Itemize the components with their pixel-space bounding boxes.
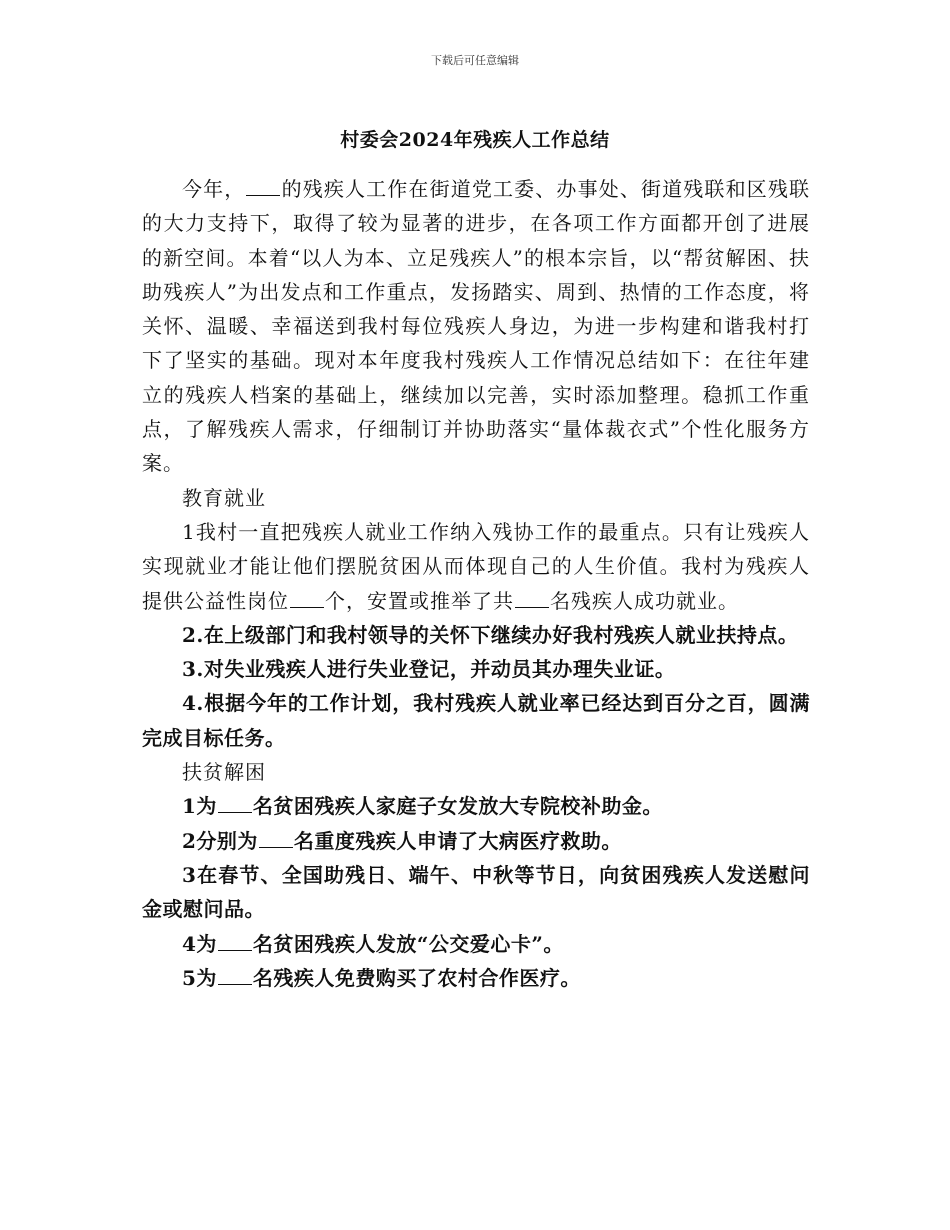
document-title: 村委会2024年残疾人工作总结 [340,129,610,151]
fill-blank [218,968,252,985]
poverty-item-5-text-1: 5为 [182,965,217,990]
document-body [142,172,810,995]
poverty-item-3: 3在春节、全国助残日、端午、中秋等节日，向贫困残疾人发送慰问金或慰问品。 [142,862,810,922]
education-item-1-text-3: 名残疾人成功就业。 [550,588,739,613]
poverty-item-4-text-1: 4为 [182,931,217,956]
section-heading-poverty: 扶贫解困 [182,760,266,785]
poverty-item-4-text-2: 名贫困残疾人发放“公交爱心卡”。 [252,931,564,956]
poverty-item-4 [142,927,810,961]
intro-paragraph [142,172,810,481]
fill-blank [515,591,549,608]
education-item-4: 4.根据今年的工作计划，我村残疾人就业率已经达到百分之百，圆满完成目标任务。 [142,691,810,750]
poverty-item-2-text-1: 2分别为 [182,828,258,853]
fill-blank [259,831,293,848]
fill-blank [246,179,280,196]
section-heading-education: 教育就业 [182,485,266,510]
poverty-item-2-text-2: 名重度残疾人申请了大病医疗救助。 [293,828,622,853]
page-header-note: 下载后可任意编辑 [431,54,519,67]
education-item-1-text-1: 1我村一直把残疾人就业工作纳入残协工作的最重点。只有让残疾人实现就业才能让他们摆脱贫困从而体现自己的人生价值。我村为残疾人提供公益性岗位 [142,519,810,613]
education-item-2: 2.在上级部门和我村领导的关怀下继续办好我村残疾人就业扶持点。 [182,622,799,647]
poverty-item-1-text-1: 1为 [182,794,217,819]
poverty-item-1-text-2: 名贫困残疾人家庭子女发放大专院校补助金。 [252,794,663,819]
poverty-item-5 [142,961,810,995]
fill-blank [218,796,252,813]
intro-text-1: 今年， [182,177,246,201]
fill-blank [290,591,324,608]
education-item-1-text-2: 个，安置或推举了共 [325,588,514,613]
poverty-item-1 [142,789,810,823]
poverty-item-2 [142,824,810,858]
education-item-1 [142,515,810,618]
poverty-item-5-text-2: 名残疾人免费购买了农村合作医疗。 [252,965,581,990]
intro-text-2: 的残疾人工作在街道党工委、办事处、街道残联和区残联的大力支持下，取得了较为显著的进步，在各项工作方面都开创了进展的新空间。本着“以人为本、立足残疾人”的根本宗旨，以“帮贫解困、扶助残疾人”为出发点和工作重点，发扬踏实、周到、热情的工作态度，将关怀、温暖、幸福送到我村每位残疾人身边，为进一步构建和谐我村打下了坚实的基础。现对本年度我村残疾人工作情况总结如下：在往年建立的残疾人档案的基础上，继续加以完善，实时添加整理。稳抓工作重点，了解残疾人需求，仔细制订并协助落实“量体裁衣式”个性化服务方案。 [142,177,811,476]
education-item-3: 3.对失业残疾人进行失业登记，并动员其办理失业证。 [182,657,676,682]
fill-blank [218,934,252,951]
